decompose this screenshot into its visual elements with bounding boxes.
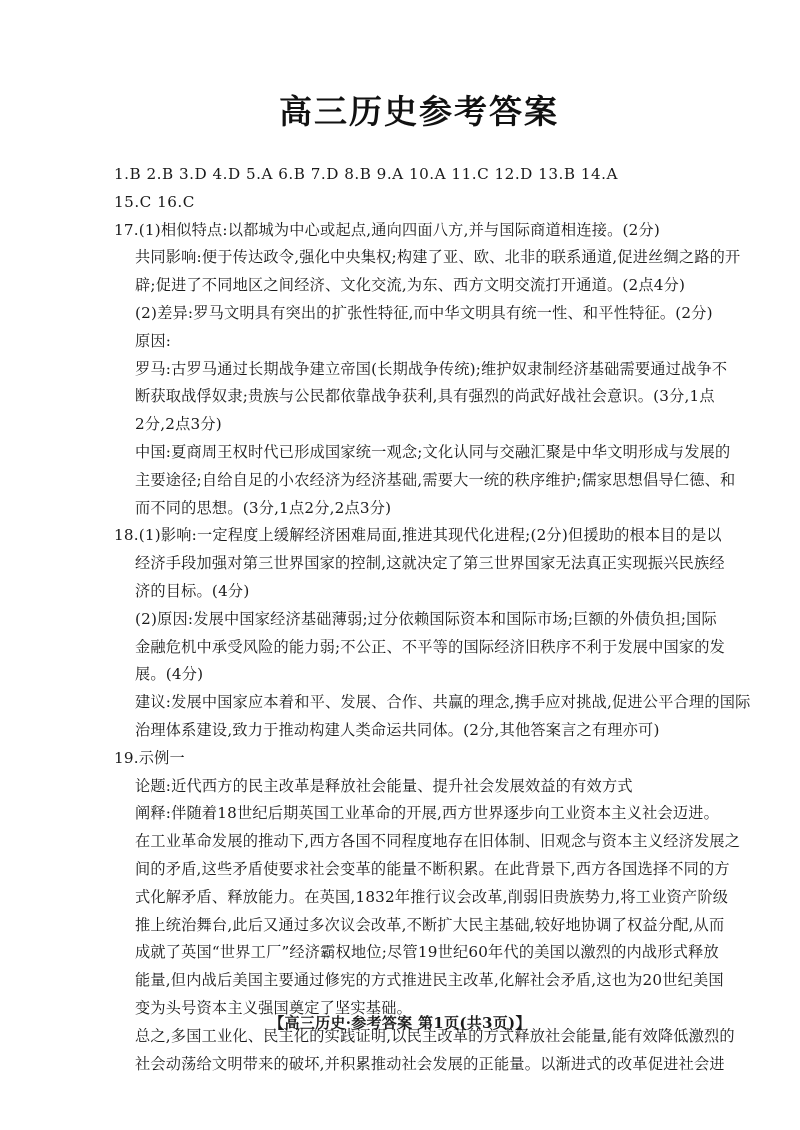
q18-line: 展。(4分): [135, 665, 204, 684]
q18-line: 济的目标。(4分): [135, 581, 250, 600]
mc-line: 15.C 16.C: [114, 192, 195, 211]
q17-line: 中国:夏商周王权时代已形成国家统一观念;文化认同与交融汇聚是中华文明形成与发展的: [135, 442, 731, 461]
q19-line: 19.示例一: [114, 748, 185, 767]
mc-line: 1.B 2.B 3.D 4.D 5.A 6.B 7.D 8.B 9.A 10.A 11.C 12.D 13.B 14.A: [114, 165, 618, 183]
q18-line: 金融危机中承受风险的能力弱;不公正、不平等的国际经济旧秩序不利于发展中国家的发: [135, 637, 726, 656]
q19-line: 总之,多国工业化、民主化的实践证明,以民主改革的方式释放社会能量,能有效降低激烈的: [135, 1026, 735, 1045]
q18-line: (2)原因:发展中国家经济基础薄弱;过分依赖国际资本和国际市场;巨额的外债负担;国际: [135, 609, 717, 628]
q19-line: 阐释:伴随着18世纪后期英国工业革命的开展,西方世界逐步向工业资本主义社会迈进。: [135, 804, 720, 823]
q19-line: 社会动荡给文明带来的破坏,并积累推动社会发展的正能量。以渐进式的改革促进社会进: [135, 1054, 725, 1073]
q19-line: 成就了英国“世界工厂”经济霸权地位;尽管19世纪60年代的美国以激烈的内战形式释放: [135, 943, 719, 962]
q17-line: 2分,2点3分): [135, 415, 222, 434]
q17-line: 共同影响:便于传达政令,强化中央集权;构建了亚、欧、北非的联系通道,促进丝绸之路的开: [135, 248, 741, 267]
q17-line: 断获取战俘奴隶;贵族与公民都依靠战争获利,具有强烈的尚武好战社会意识。(3分,1点: [135, 387, 715, 406]
q17-line: (2)差异:罗马文明具有突出的扩张性特征,而中华文明具有统一性、和平性特征。(2分): [135, 303, 713, 322]
multiple-choice-answers: [114, 161, 724, 217]
q19-line: 间的矛盾,这些矛盾使要求社会变革的能量不断积累。在此背景下,西方各国选择不同的方: [135, 859, 730, 878]
q17-line: 17.(1)相似特点:以都城为中心或起点,通向四面八方,并与国际商道相连接。(2分): [114, 220, 660, 239]
q17-line: 主要途径;自给自足的小农经济为经济基础,需要大一统的秩序维护;儒家思想倡导仁德、和: [135, 470, 736, 489]
q18-line: 18.(1)影响:一定程度上缓解经济困难局面,推进其现代化进程;(2分)但援助的根本目的是以: [114, 526, 722, 545]
q19-line: 推上统治舞台,此后又通过多次议会改革,不断扩大民主基础,较好地协调了权益分配,从而: [135, 915, 725, 934]
question-17: [114, 217, 741, 523]
q17-line: 原因:: [135, 331, 172, 350]
question-18: [114, 522, 751, 744]
page-title: 高三历史参考答案: [279, 92, 559, 131]
q17-line: 而不同的思想。(3分,1点2分,2点3分): [135, 498, 392, 517]
q19-line: 能量,但内战后美国主要通过修宪的方式推进民主改革,化解社会矛盾,这也为20世纪美国: [135, 971, 724, 990]
q19-line: 论题:近代西方的民主改革是释放社会能量、提升社会发展效益的有效方式: [135, 776, 633, 795]
page-footer: 【高三历史·参考答案 第1页(共3页)】: [269, 1014, 531, 1032]
q17-line: 罗马:古罗马通过长期战争建立帝国(长期战争传统);维护奴隶制经济基础需要通过战争不: [135, 359, 728, 378]
q17-line: 辟;促进了不同地区之间经济、文化交流,为东、西方文明交流打开通道。(2点4分): [135, 276, 686, 295]
q19-line: 变为头号资本主义强国奠定了坚实基础。: [135, 998, 412, 1017]
q18-line: 建议:发展中国家应本着和平、发展、合作、共赢的理念,携手应对挑战,促进公平合理的国际: [135, 693, 751, 712]
q19-line: 式化解矛盾、释放能力。在英国,1832年推行议会改革,削弱旧贵族势力,将工业资产阶级: [135, 887, 729, 906]
q18-line: 治理体系建设,致力于推动构建人类命运共同体。(2分,其他答案言之有理亦可): [135, 720, 660, 739]
q18-line: 经济手段加强对第三世界国家的控制,这就决定了第三世界国家无法真正实现振兴民族经: [135, 554, 725, 573]
q19-line: 在工业革命发展的推动下,西方各国不同程度地存在旧体制、旧观念与资本主义经济发展之: [135, 832, 741, 851]
